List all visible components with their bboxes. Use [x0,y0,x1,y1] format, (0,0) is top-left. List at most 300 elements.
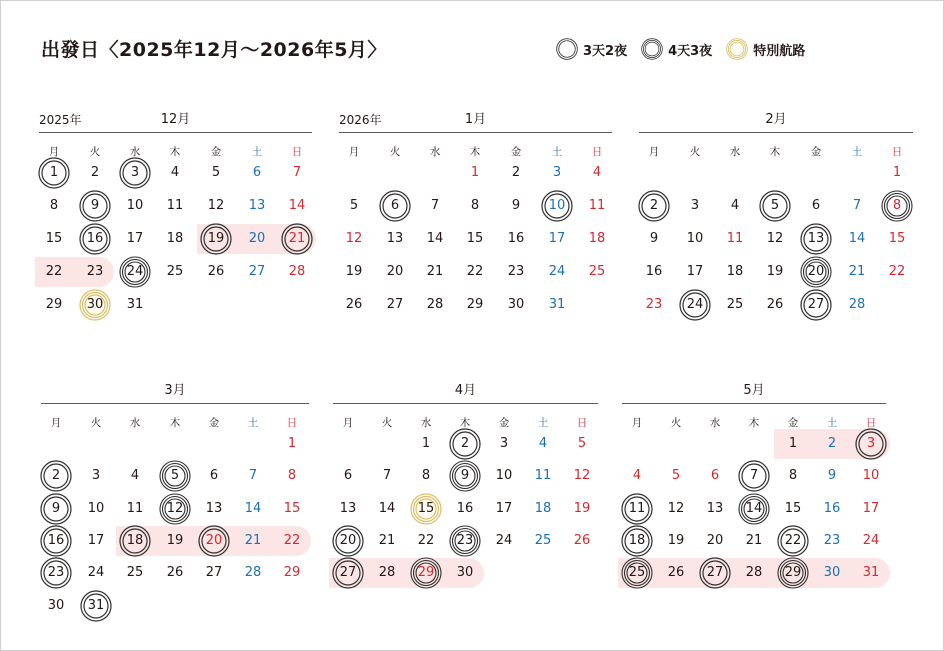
date-number: 16 [47,532,65,548]
date-number: 14 [426,231,444,246]
date-number: 23 [645,297,663,312]
date-cell [777,557,809,589]
legend-item-special [726,38,805,60]
date-number: 4 [730,198,740,213]
date-number: 27 [807,297,825,312]
date-number: 25 [126,565,144,581]
date-number: 1 [49,165,59,180]
month-header [622,379,886,404]
weekday-row [41,415,309,431]
date-number: 18 [628,532,646,548]
date-cell [581,157,613,189]
date-number: 2 [827,436,837,451]
weekday-label: 火 [389,146,401,158]
date-cell [281,256,313,288]
weekday-label: 土 [551,146,563,158]
date-cell [777,428,809,460]
date-number: 23 [507,264,525,279]
date-cell [581,190,613,222]
date-number: 22 [466,264,484,279]
date-cell [800,256,832,288]
weekday-label: 木 [169,146,181,158]
date-cell [410,460,442,492]
date-number: 8 [470,198,480,213]
date-cell [759,223,791,255]
date-cell [459,289,491,321]
weekday-label: 火 [90,417,102,429]
legend-label-special: 特別航路 [753,43,806,59]
date-number: 30 [823,565,841,581]
date-cell [159,190,191,222]
date-number: 28 [288,264,306,279]
date-cell [119,157,151,189]
date-cell [276,460,308,492]
weekday-label: 火 [381,417,393,429]
date-cell [699,525,731,557]
date-number: 16 [456,500,474,516]
date-number: 17 [548,231,566,246]
date-cell [800,289,832,321]
date-cell [332,525,364,557]
date-number: 30 [507,297,525,312]
date-number: 11 [726,231,744,246]
month-label: 12月 [160,112,191,127]
date-cell [881,223,913,255]
date-cell [566,525,598,557]
date-cell [660,525,692,557]
date-cell [410,428,442,460]
date-cell [119,493,151,525]
date-cell [699,557,731,589]
date-cell [841,256,873,288]
date-cell [159,157,191,189]
date-number: 20 [248,231,266,246]
date-cell [449,428,481,460]
date-cell [759,190,791,222]
date-number: 1 [892,165,902,180]
date-cell [488,428,520,460]
month-5 [333,379,598,629]
date-number: 13 [339,500,357,516]
date-cell [371,493,403,525]
date-number: 20 [807,264,825,279]
date-cell [488,525,520,557]
date-number: 19 [573,500,591,516]
date-number: 1 [421,436,431,451]
date-cell [719,223,751,255]
weekday-label: 木 [748,417,760,429]
date-number: 18 [588,231,606,246]
date-cell [719,256,751,288]
weekday-label: 金 [810,146,822,158]
date-cell [332,460,364,492]
date-number: 29 [45,297,63,312]
date-number: 15 [417,500,435,516]
month-label: 2月 [765,112,787,127]
date-number: 26 [345,297,363,312]
date-cell [79,289,111,321]
date-number: 4 [170,165,180,180]
date-number: 24 [548,264,566,279]
date-number: 27 [248,264,266,279]
date-number: 4 [538,436,548,451]
date-cell [281,157,313,189]
month-1 [39,108,312,358]
date-cell [241,190,273,222]
date-cell [449,557,481,589]
weekday-label: 金 [210,146,222,158]
date-number: 11 [166,198,184,213]
weekday-label: 日 [576,417,588,429]
date-cell [527,460,559,492]
date-number: 11 [628,500,646,516]
date-number: 29 [417,565,435,581]
weekday-label: 月 [648,146,660,158]
triple-ring-icon [641,38,663,60]
date-cell [79,256,111,288]
date-cell [379,289,411,321]
date-number: 18 [534,500,552,516]
date-number: 31 [862,565,880,581]
date-number: 8 [421,468,431,484]
date-number: 5 [170,468,180,484]
date-cell [816,557,848,589]
month-label: 3月 [164,383,186,398]
gold-ring-icon [726,38,748,60]
date-number: 5 [349,198,359,213]
weekday-label: 火 [689,146,701,158]
date-cell [119,256,151,288]
date-number: 2 [460,436,470,451]
date-cell [338,256,370,288]
date-number: 19 [667,532,685,548]
weekday-label: 日 [291,146,303,158]
date-number: 29 [466,297,484,312]
date-number: 7 [382,468,392,484]
date-number: 18 [726,264,744,279]
date-number: 9 [827,468,837,484]
date-number: 6 [209,468,219,484]
date-number: 8 [287,468,297,484]
date-number: 2 [649,198,659,213]
date-cell [841,190,873,222]
date-cell [638,289,670,321]
date-number: 3 [499,436,509,451]
date-number: 6 [343,468,353,484]
weekday-label: 土 [537,417,549,429]
date-cell [241,223,273,255]
date-number: 22 [283,532,301,548]
date-cell [40,590,72,622]
date-cell [80,493,112,525]
date-number: 21 [378,532,396,548]
date-cell [500,190,532,222]
date-cell [38,256,70,288]
weekday-label: 火 [89,146,101,158]
date-number: 24 [87,565,105,581]
date-cell [459,256,491,288]
month-4 [41,379,309,629]
date-number: 23 [823,532,841,548]
weekday-label: 水 [129,417,141,429]
weekday-label: 木 [469,146,481,158]
date-number: 7 [749,468,759,484]
date-number: 8 [49,198,59,213]
weekday-label: 金 [208,417,220,429]
date-cell [332,493,364,525]
weekday-label: 日 [865,417,877,429]
date-cell [119,223,151,255]
date-number: 7 [292,165,302,180]
date-cell [198,460,230,492]
date-cell [449,460,481,492]
date-cell [621,493,653,525]
date-cell [488,460,520,492]
weekday-label: 金 [498,417,510,429]
date-number: 9 [511,198,521,213]
date-number: 6 [390,198,400,213]
date-number: 12 [207,198,225,213]
date-cell [410,525,442,557]
month-header [39,108,312,133]
weekday-label: 月 [342,417,354,429]
date-cell [80,590,112,622]
date-number: 26 [166,565,184,581]
weekday-label: 金 [510,146,522,158]
date-cell [159,256,191,288]
date-cell [541,223,573,255]
date-number: 25 [534,532,552,548]
date-cell [200,223,232,255]
date-number: 28 [848,297,866,312]
date-cell [738,525,770,557]
date-number: 7 [248,468,258,484]
date-number: 14 [848,231,866,246]
date-cell [198,525,230,557]
weekday-label: 土 [251,146,263,158]
date-number: 15 [888,231,906,246]
date-cell [80,460,112,492]
date-cell [410,493,442,525]
date-cell [449,525,481,557]
date-number: 27 [706,565,724,581]
date-number: 30 [456,565,474,581]
date-cell [566,493,598,525]
date-cell [459,157,491,189]
date-cell [816,460,848,492]
date-cell [759,256,791,288]
weekday-label: 土 [851,146,863,158]
date-cell [660,557,692,589]
date-cell [638,256,670,288]
date-cell [119,289,151,321]
date-cell [841,289,873,321]
legend [556,38,819,60]
date-cell [541,289,573,321]
date-number: 11 [126,500,144,516]
date-cell [159,493,191,525]
month-label: 5月 [743,383,765,398]
date-cell [777,493,809,525]
date-number: 11 [534,468,552,484]
date-number: 3 [866,436,876,451]
date-number: 11 [588,198,606,213]
date-cell [841,223,873,255]
date-number: 14 [378,500,396,516]
weekday-label: 月 [50,417,62,429]
date-cell [500,223,532,255]
date-number: 17 [495,500,513,516]
date-cell [379,223,411,255]
date-number: 20 [205,532,223,548]
date-number: 12 [345,231,363,246]
date-cell [500,256,532,288]
legend-item-4n3d [641,38,712,60]
weekday-label: 木 [769,146,781,158]
date-number: 25 [726,297,744,312]
date-number: 6 [252,165,262,180]
date-number: 3 [130,165,140,180]
date-cell [621,525,653,557]
weekday-label: 月 [631,417,643,429]
date-cell [40,557,72,589]
date-number: 16 [823,500,841,516]
weekday-row [639,144,913,160]
date-cell [159,525,191,557]
date-number: 21 [848,264,866,279]
date-number: 10 [548,198,566,213]
date-cell [79,223,111,255]
date-number: 28 [426,297,444,312]
date-number: 20 [706,532,724,548]
date-number: 10 [495,468,513,484]
date-cell [777,525,809,557]
date-number: 25 [166,264,184,279]
date-cell [419,256,451,288]
weekday-label: 月 [48,146,60,158]
date-cell [660,460,692,492]
date-cell [541,256,573,288]
date-number: 5 [577,436,587,451]
date-number: 19 [207,231,225,246]
date-number: 15 [784,500,802,516]
weekday-label: 金 [787,417,799,429]
date-cell [679,289,711,321]
date-cell [38,289,70,321]
date-cell [276,493,308,525]
weekday-label: 日 [891,146,903,158]
date-number: 13 [807,231,825,246]
weekday-label: 木 [169,417,181,429]
date-cell [38,190,70,222]
date-cell [379,256,411,288]
date-cell [119,525,151,557]
date-number: 22 [784,532,802,548]
date-number: 9 [649,231,659,246]
date-number: 1 [788,436,798,451]
year-label: 2025年 [39,113,82,127]
date-number: 9 [460,468,470,484]
date-cell [855,428,887,460]
date-cell [198,493,230,525]
date-number: 10 [862,468,880,484]
date-number: 26 [207,264,225,279]
date-cell [541,157,573,189]
date-number: 1 [470,165,480,180]
date-number: 26 [573,532,591,548]
date-cell [40,460,72,492]
date-cell [738,493,770,525]
date-cell [855,493,887,525]
date-number: 17 [87,532,105,548]
weekday-label: 土 [826,417,838,429]
date-cell [855,460,887,492]
year-label: 2026年 [339,113,382,127]
weekday-label: 日 [286,417,298,429]
date-number: 15 [466,231,484,246]
date-cell [699,493,731,525]
date-cell [237,557,269,589]
date-cell [80,525,112,557]
date-number: 20 [386,264,404,279]
date-cell [500,289,532,321]
date-cell [200,157,232,189]
date-cell [638,223,670,255]
date-number: 18 [166,231,184,246]
month-3 [639,108,913,358]
weekday-label: 水 [429,146,441,158]
date-cell [581,223,613,255]
date-number: 10 [126,198,144,213]
page-title: 出發日〈2025年12月〜2026年5月〉 [41,39,387,61]
date-cell [566,428,598,460]
month-label: 4月 [454,383,477,398]
date-cell [241,157,273,189]
date-number: 3 [91,468,101,484]
date-cell [679,256,711,288]
date-number: 26 [667,565,685,581]
date-cell [759,289,791,321]
date-number: 18 [126,532,144,548]
date-cell [38,157,70,189]
date-number: 21 [288,231,306,246]
date-cell [410,557,442,589]
legend-label-3n2d: 3天2夜 [583,43,628,59]
date-cell [488,493,520,525]
date-cell [198,557,230,589]
month-2 [339,108,612,358]
month-label: 1月 [464,112,487,127]
date-number: 24 [862,532,880,548]
date-number: 7 [852,198,862,213]
date-number: 9 [51,500,61,516]
date-number: 28 [745,565,763,581]
date-number: 19 [345,264,363,279]
date-cell [371,557,403,589]
date-cell [679,190,711,222]
date-cell [241,256,273,288]
date-cell [816,428,848,460]
date-cell [119,557,151,589]
date-number: 19 [166,532,184,548]
date-cell [379,190,411,222]
date-cell [541,190,573,222]
date-cell [855,525,887,557]
date-cell [581,256,613,288]
date-cell [281,190,313,222]
date-cell [159,223,191,255]
date-cell [38,223,70,255]
